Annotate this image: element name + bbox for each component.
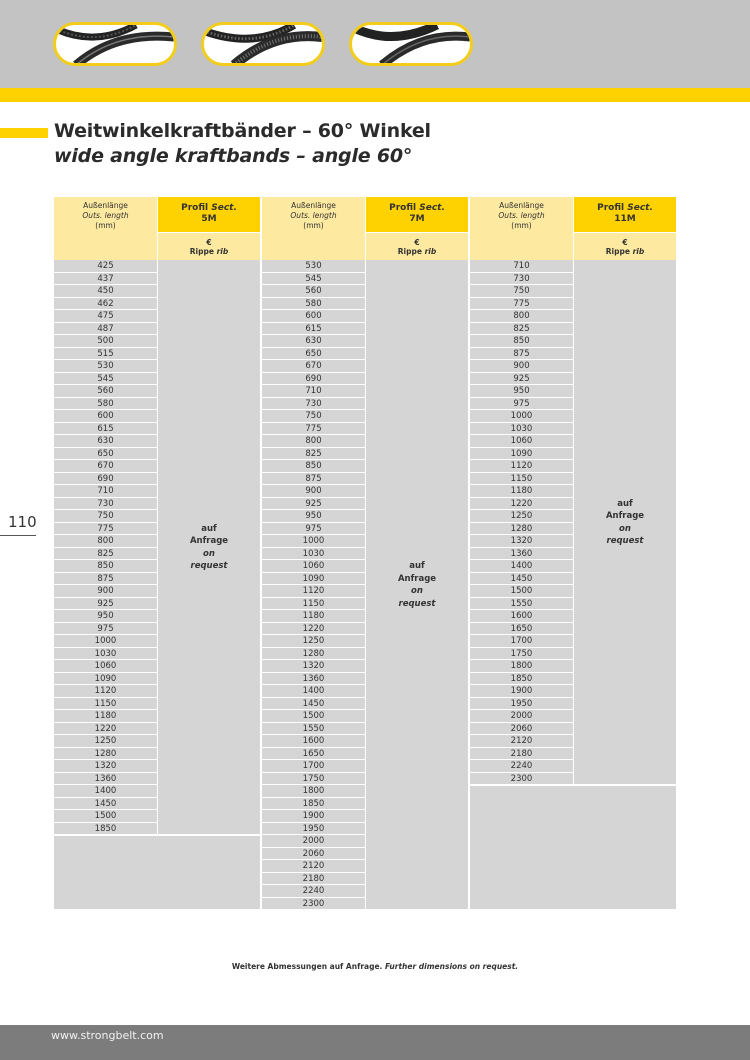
length-cell: 1450 — [470, 573, 573, 585]
length-header-unit: (mm) — [303, 221, 324, 230]
length-cell: 850 — [54, 560, 157, 572]
empty-filler — [470, 786, 676, 909]
length-cell: 850 — [262, 460, 365, 472]
length-cell: 2120 — [262, 860, 365, 872]
length-cell: 875 — [54, 573, 157, 585]
length-cell: 1220 — [262, 623, 365, 635]
length-cell: 1030 — [470, 423, 573, 435]
length-cell: 1150 — [470, 473, 573, 485]
length-cell: 1360 — [54, 773, 157, 785]
length-cell: 1750 — [262, 773, 365, 785]
belt-photo-1 — [53, 22, 177, 66]
length-cell: 775 — [262, 423, 365, 435]
length-cell: 580 — [54, 398, 157, 410]
length-cell: 1600 — [262, 735, 365, 747]
length-cell: 1090 — [470, 448, 573, 460]
length-cell: 975 — [470, 398, 573, 410]
length-cell: 1180 — [262, 610, 365, 622]
length-cell: 1000 — [54, 635, 157, 647]
length-header-english: Outs. length — [82, 211, 129, 220]
length-cell: 1500 — [262, 710, 365, 722]
profile-label-english: Sect. — [627, 203, 653, 213]
length-cell: 1700 — [262, 760, 365, 772]
length-cell: 750 — [470, 285, 573, 297]
length-header-german: Außenlänge — [291, 201, 336, 210]
belt-photo-3 — [349, 22, 473, 66]
length-cell: 1450 — [54, 798, 157, 810]
length-cell: 425 — [54, 260, 157, 272]
footer-url[interactable]: www.strongbelt.com — [51, 1029, 164, 1042]
price-column — [366, 260, 468, 909]
on-request-english-2: request — [190, 561, 228, 571]
price-header — [574, 233, 676, 260]
length-cell: 1600 — [470, 610, 573, 622]
page-number: 110 — [8, 513, 37, 531]
length-cell: 515 — [54, 348, 157, 360]
length-cell: 1250 — [54, 735, 157, 747]
length-cell: 1000 — [470, 410, 573, 422]
length-cell: 875 — [470, 348, 573, 360]
length-cell: 560 — [54, 385, 157, 397]
price-header — [366, 233, 468, 260]
on-request-german-1: auf — [201, 523, 217, 534]
length-cell: 2240 — [470, 760, 573, 772]
length-cell: 950 — [470, 385, 573, 397]
length-cell: 1900 — [262, 810, 365, 822]
currency-symbol: € — [206, 238, 212, 247]
length-cell: 580 — [262, 298, 365, 310]
length-cell: 1550 — [470, 598, 573, 610]
length-cell: 1060 — [54, 660, 157, 672]
length-cell: 1500 — [470, 585, 573, 597]
page-title-german: Weitwinkelkraftbänder – 60° Winkel — [54, 120, 431, 142]
length-cell: 2000 — [262, 835, 365, 847]
length-cell: 560 — [262, 285, 365, 297]
profile-header — [158, 197, 260, 232]
length-cell: 615 — [262, 323, 365, 335]
length-cell: 1650 — [262, 748, 365, 760]
length-header-german: Außenlänge — [499, 201, 544, 210]
currency-symbol: € — [414, 238, 420, 247]
length-cell: 925 — [470, 373, 573, 385]
length-cell: 630 — [262, 335, 365, 347]
length-cell: 450 — [54, 285, 157, 297]
length-cell: 1000 — [262, 535, 365, 547]
length-cell: 1090 — [262, 573, 365, 585]
length-cell: 875 — [262, 473, 365, 485]
on-request-german-2: Anfrage — [605, 511, 645, 521]
length-column — [470, 260, 573, 785]
page-number-rule — [0, 535, 36, 536]
on-request-german-2: Anfrage — [397, 573, 437, 584]
length-cell: 900 — [470, 360, 573, 372]
length-cell: 750 — [262, 410, 365, 422]
length-cell: 1550 — [262, 723, 365, 735]
length-cell: 800 — [54, 535, 157, 547]
price-header — [158, 233, 260, 260]
length-cell: 775 — [54, 523, 157, 535]
on-request-german-2: Anfrage — [189, 536, 229, 546]
length-cell: 600 — [262, 310, 365, 322]
price-unit-german: Rippe — [605, 247, 630, 256]
on-request-german-1: auf — [409, 561, 425, 571]
on-request-english-1: on — [619, 523, 631, 534]
length-cell: 1850 — [54, 823, 157, 835]
length-cell: 690 — [54, 473, 157, 485]
length-column — [262, 260, 365, 910]
length-cell: 530 — [262, 260, 365, 272]
length-cell: 2300 — [470, 773, 573, 785]
length-cell: 2180 — [262, 873, 365, 885]
length-cell: 437 — [54, 273, 157, 285]
length-cell: 487 — [54, 323, 157, 335]
on-request-english-1: on — [411, 586, 423, 596]
length-header-unit: (mm) — [95, 221, 116, 230]
length-cell: 650 — [54, 448, 157, 460]
length-cell: 1060 — [262, 560, 365, 572]
length-column — [54, 260, 157, 835]
length-cell: 545 — [262, 273, 365, 285]
length-cell: 2300 — [262, 898, 365, 910]
length-cell: 825 — [470, 323, 573, 335]
length-cell: 1320 — [470, 535, 573, 547]
length-cell: 1280 — [54, 748, 157, 760]
length-cell: 1500 — [54, 810, 157, 822]
length-cell: 1280 — [470, 523, 573, 535]
price-unit-english: rib — [216, 247, 229, 256]
length-cell: 690 — [262, 373, 365, 385]
price-unit-english: rib — [632, 247, 645, 256]
length-cell: 710 — [470, 260, 573, 272]
length-cell: 1320 — [262, 660, 365, 672]
length-cell: 615 — [54, 423, 157, 435]
length-cell: 1850 — [470, 673, 573, 685]
length-cell: 600 — [54, 410, 157, 422]
length-cell: 1120 — [470, 460, 573, 472]
length-cell: 1120 — [54, 685, 157, 697]
length-cell: 2060 — [470, 723, 573, 735]
profile-name: 7M — [409, 214, 425, 224]
length-cell: 1650 — [470, 623, 573, 635]
length-cell: 2000 — [470, 710, 573, 722]
length-cell: 1060 — [470, 435, 573, 447]
length-cell: 530 — [54, 360, 157, 372]
length-cell: 2180 — [470, 748, 573, 760]
length-cell: 800 — [262, 435, 365, 447]
length-cell: 670 — [262, 360, 365, 372]
profile-label-english: Sect. — [419, 203, 445, 213]
on-request-note — [366, 560, 468, 610]
title-accent-bar — [0, 128, 48, 138]
length-cell: 925 — [262, 498, 365, 510]
currency-symbol: € — [622, 238, 628, 247]
length-cell: 1450 — [262, 698, 365, 710]
length-cell: 670 — [54, 460, 157, 472]
length-cell: 1120 — [262, 585, 365, 597]
belt-photo-2 — [201, 22, 325, 66]
length-header — [54, 197, 157, 260]
profile-label-english: Sect. — [211, 203, 237, 213]
page-title-english: wide angle kraftbands – angle 60° — [54, 145, 413, 167]
footnote — [0, 962, 750, 971]
profile-label-german: Profil — [181, 203, 209, 213]
footnote-english: Further dimensions on request. — [385, 962, 519, 971]
length-header — [262, 197, 365, 260]
length-cell: 975 — [54, 623, 157, 635]
length-cell: 950 — [262, 510, 365, 522]
price-column — [574, 260, 676, 784]
length-cell: 1090 — [54, 673, 157, 685]
length-cell: 1180 — [470, 485, 573, 497]
length-cell: 825 — [54, 548, 157, 560]
length-cell: 1900 — [470, 685, 573, 697]
length-cell: 925 — [54, 598, 157, 610]
length-cell: 1360 — [470, 548, 573, 560]
length-cell: 775 — [470, 298, 573, 310]
length-header — [470, 197, 573, 260]
length-cell: 1280 — [262, 648, 365, 660]
length-cell: 1950 — [262, 823, 365, 835]
length-cell: 500 — [54, 335, 157, 347]
on-request-english-2: request — [606, 536, 644, 546]
length-cell: 1030 — [262, 548, 365, 560]
header-accent-stripe — [0, 88, 750, 102]
length-cell: 1800 — [470, 660, 573, 672]
length-cell: 1400 — [262, 685, 365, 697]
length-cell: 1220 — [470, 498, 573, 510]
length-cell: 1950 — [470, 698, 573, 710]
length-cell: 1850 — [262, 798, 365, 810]
profile-header — [574, 197, 676, 232]
footnote-german: Weitere Abmessungen auf Anfrage. — [231, 962, 383, 971]
length-cell: 1220 — [54, 723, 157, 735]
length-cell: 900 — [262, 485, 365, 497]
profile-name: 11M — [614, 214, 636, 224]
length-cell: 1150 — [262, 598, 365, 610]
on-request-note — [158, 523, 260, 573]
length-cell: 850 — [470, 335, 573, 347]
price-unit-english: rib — [424, 247, 437, 256]
length-cell: 462 — [54, 298, 157, 310]
price-unit-german: Rippe — [397, 247, 422, 256]
price-column — [158, 260, 260, 834]
empty-filler — [54, 836, 260, 909]
length-cell: 1700 — [470, 635, 573, 647]
length-cell: 1360 — [262, 673, 365, 685]
length-cell: 1400 — [54, 785, 157, 797]
length-cell: 730 — [54, 498, 157, 510]
length-cell: 800 — [470, 310, 573, 322]
length-cell: 750 — [54, 510, 157, 522]
profile-label-german: Profil — [389, 203, 417, 213]
length-cell: 900 — [54, 585, 157, 597]
profile-name: 5M — [201, 214, 217, 224]
length-cell: 475 — [54, 310, 157, 322]
length-cell: 1250 — [262, 635, 365, 647]
length-cell: 710 — [54, 485, 157, 497]
length-header-english: Outs. length — [498, 211, 545, 220]
length-cell: 650 — [262, 348, 365, 360]
on-request-german-1: auf — [617, 498, 633, 509]
length-cell: 1030 — [54, 648, 157, 660]
length-cell: 2240 — [262, 885, 365, 897]
length-cell: 730 — [262, 398, 365, 410]
length-header-german: Außenlänge — [83, 201, 128, 210]
length-cell: 1800 — [262, 785, 365, 797]
length-cell: 2120 — [470, 735, 573, 747]
profile-header — [366, 197, 468, 232]
length-cell: 1150 — [54, 698, 157, 710]
length-cell: 1400 — [470, 560, 573, 572]
profile-label-german: Profil — [597, 203, 625, 213]
on-request-english-2: request — [398, 598, 436, 609]
on-request-english-1: on — [203, 548, 215, 559]
length-cell: 730 — [470, 273, 573, 285]
length-cell: 825 — [262, 448, 365, 460]
length-cell: 975 — [262, 523, 365, 535]
length-cell: 545 — [54, 373, 157, 385]
length-cell: 1250 — [470, 510, 573, 522]
length-cell: 2060 — [262, 848, 365, 860]
price-unit-german: Rippe — [189, 247, 214, 256]
length-cell: 1180 — [54, 710, 157, 722]
length-header-unit: (mm) — [511, 221, 532, 230]
length-header-english: Outs. length — [290, 211, 337, 220]
length-cell: 710 — [262, 385, 365, 397]
on-request-note — [574, 498, 676, 548]
length-cell: 1750 — [470, 648, 573, 660]
length-cell: 1320 — [54, 760, 157, 772]
length-cell: 950 — [54, 610, 157, 622]
length-cell: 630 — [54, 435, 157, 447]
